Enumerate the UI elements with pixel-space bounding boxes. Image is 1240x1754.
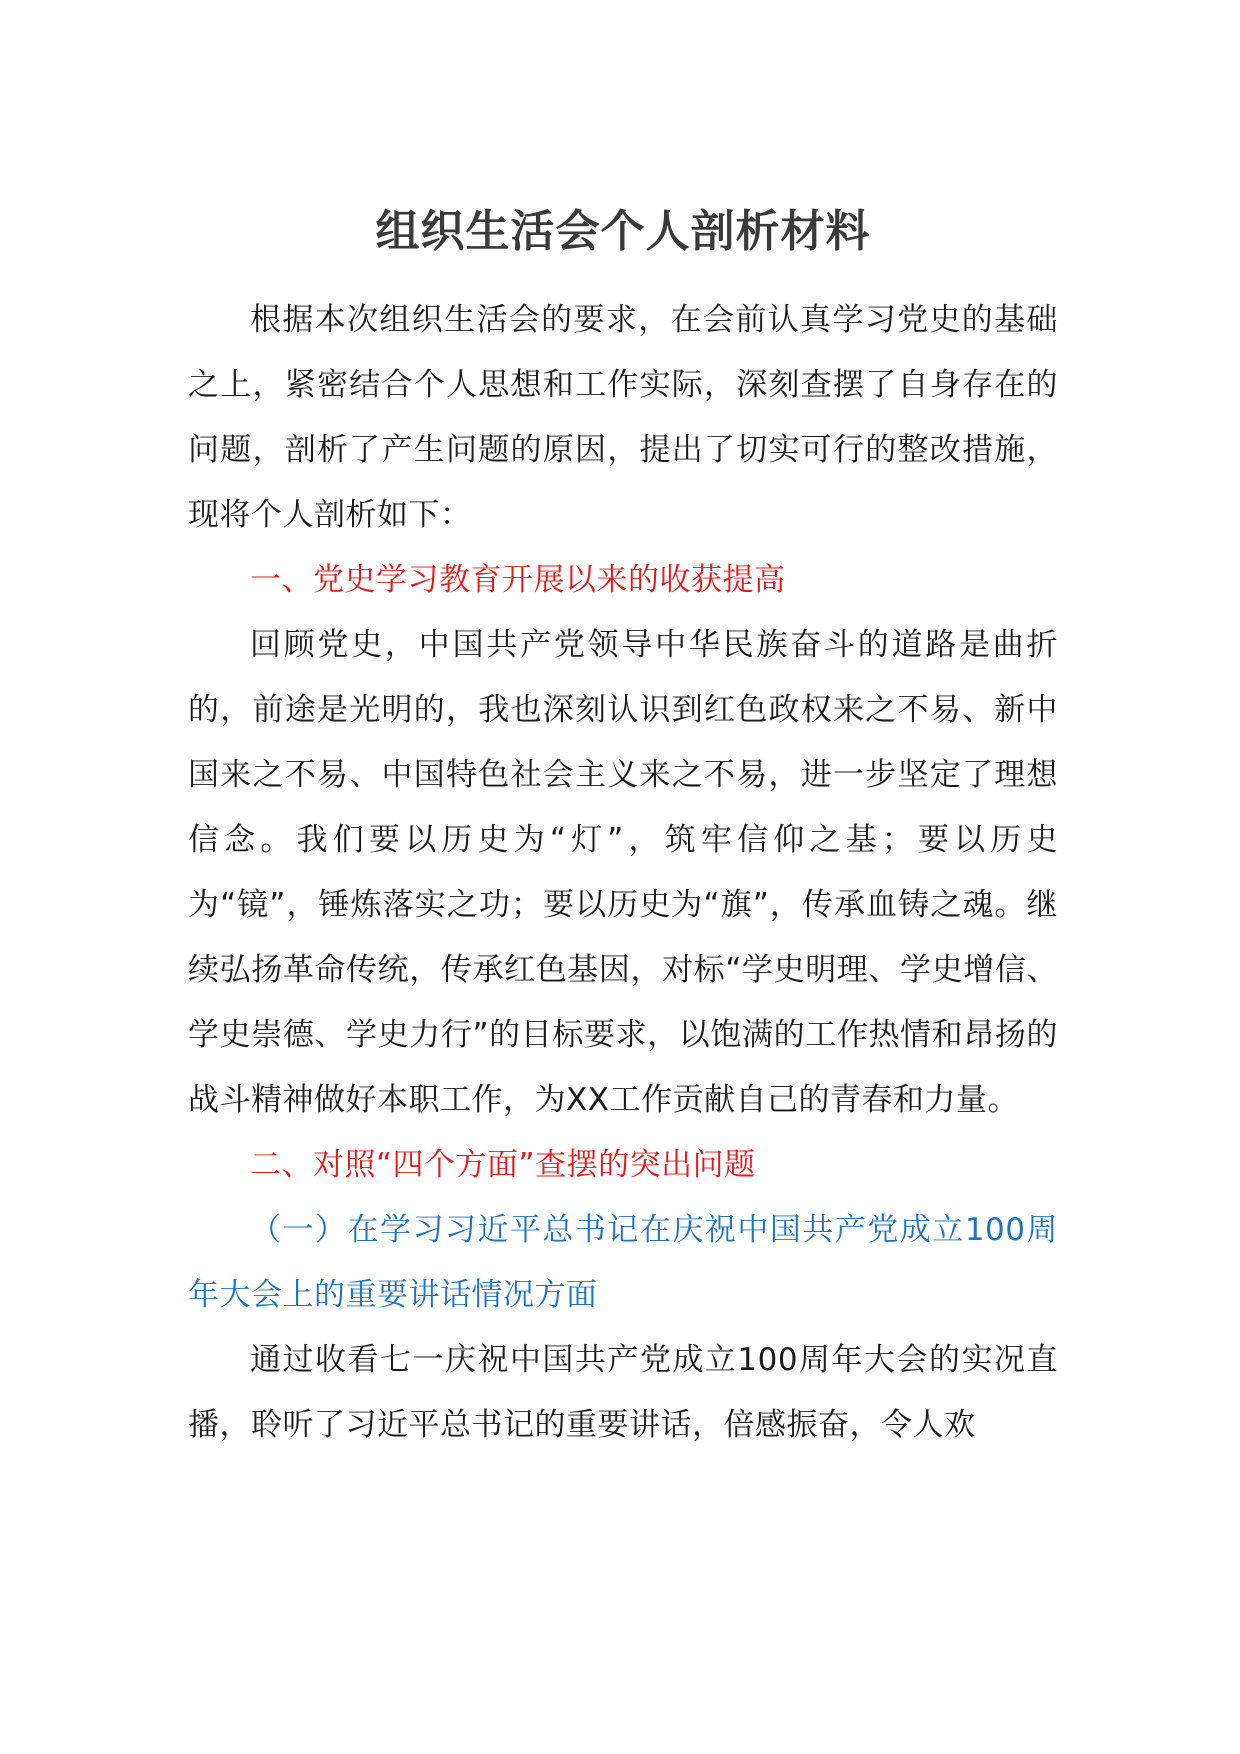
document-content xyxy=(188,192,1058,1458)
intro-paragraph: 根据本次组织生活会的要求，在会前认真学习党史的基础之上，紧密结合个人思想和工作实际，深刻查摆了自身存在的问题，剖析了产生问题的原因，提出了切实可行的整改措施，现将个人剖析如下： xyxy=(188,302,1058,533)
subsection-2-1-paragraph: 通过收看七一庆祝中国共产党成立100周年大会的实况直播，聆听了习近平总书记的重要讲话，倍感振奋，令人欢 xyxy=(188,1342,1058,1443)
document-title: 组织生活会个人剖析材料 xyxy=(375,206,871,257)
section-heading-1: 一、党史学习教育开展以来的收获提高 xyxy=(250,562,786,598)
section-heading-2: 二、对照“四个方面”查摆的突出问题 xyxy=(250,1147,756,1183)
section-1-paragraph: 回顾党史，中国共产党领导中华民族奋斗的道路是曲折的，前途是光明的，我也深刻认识到红色政权来之不易、新中国来之不易、中国特色社会主义来之不易，进一步坚定了理想信念。我们要以历史为“灯”，筑牢信仰之基；要以历史为“镜”，锤炼落实之功；要以历史为“旗”，传承血铸之魂。继续弘扬革命传统，传承红色基因，对标“学史明理、学史增信、学史崇德、学史力行”的目标要求，以饱满的工作热情和昂扬的战斗精神做好本职工作，为XX工作贡献自己的青春和力量。 xyxy=(188,627,1058,1118)
subsection-heading-2-1: （一）在学习习近平总书记在庆祝中国共产党成立100周年大会上的重要讲话情况方面 xyxy=(188,1212,1058,1313)
